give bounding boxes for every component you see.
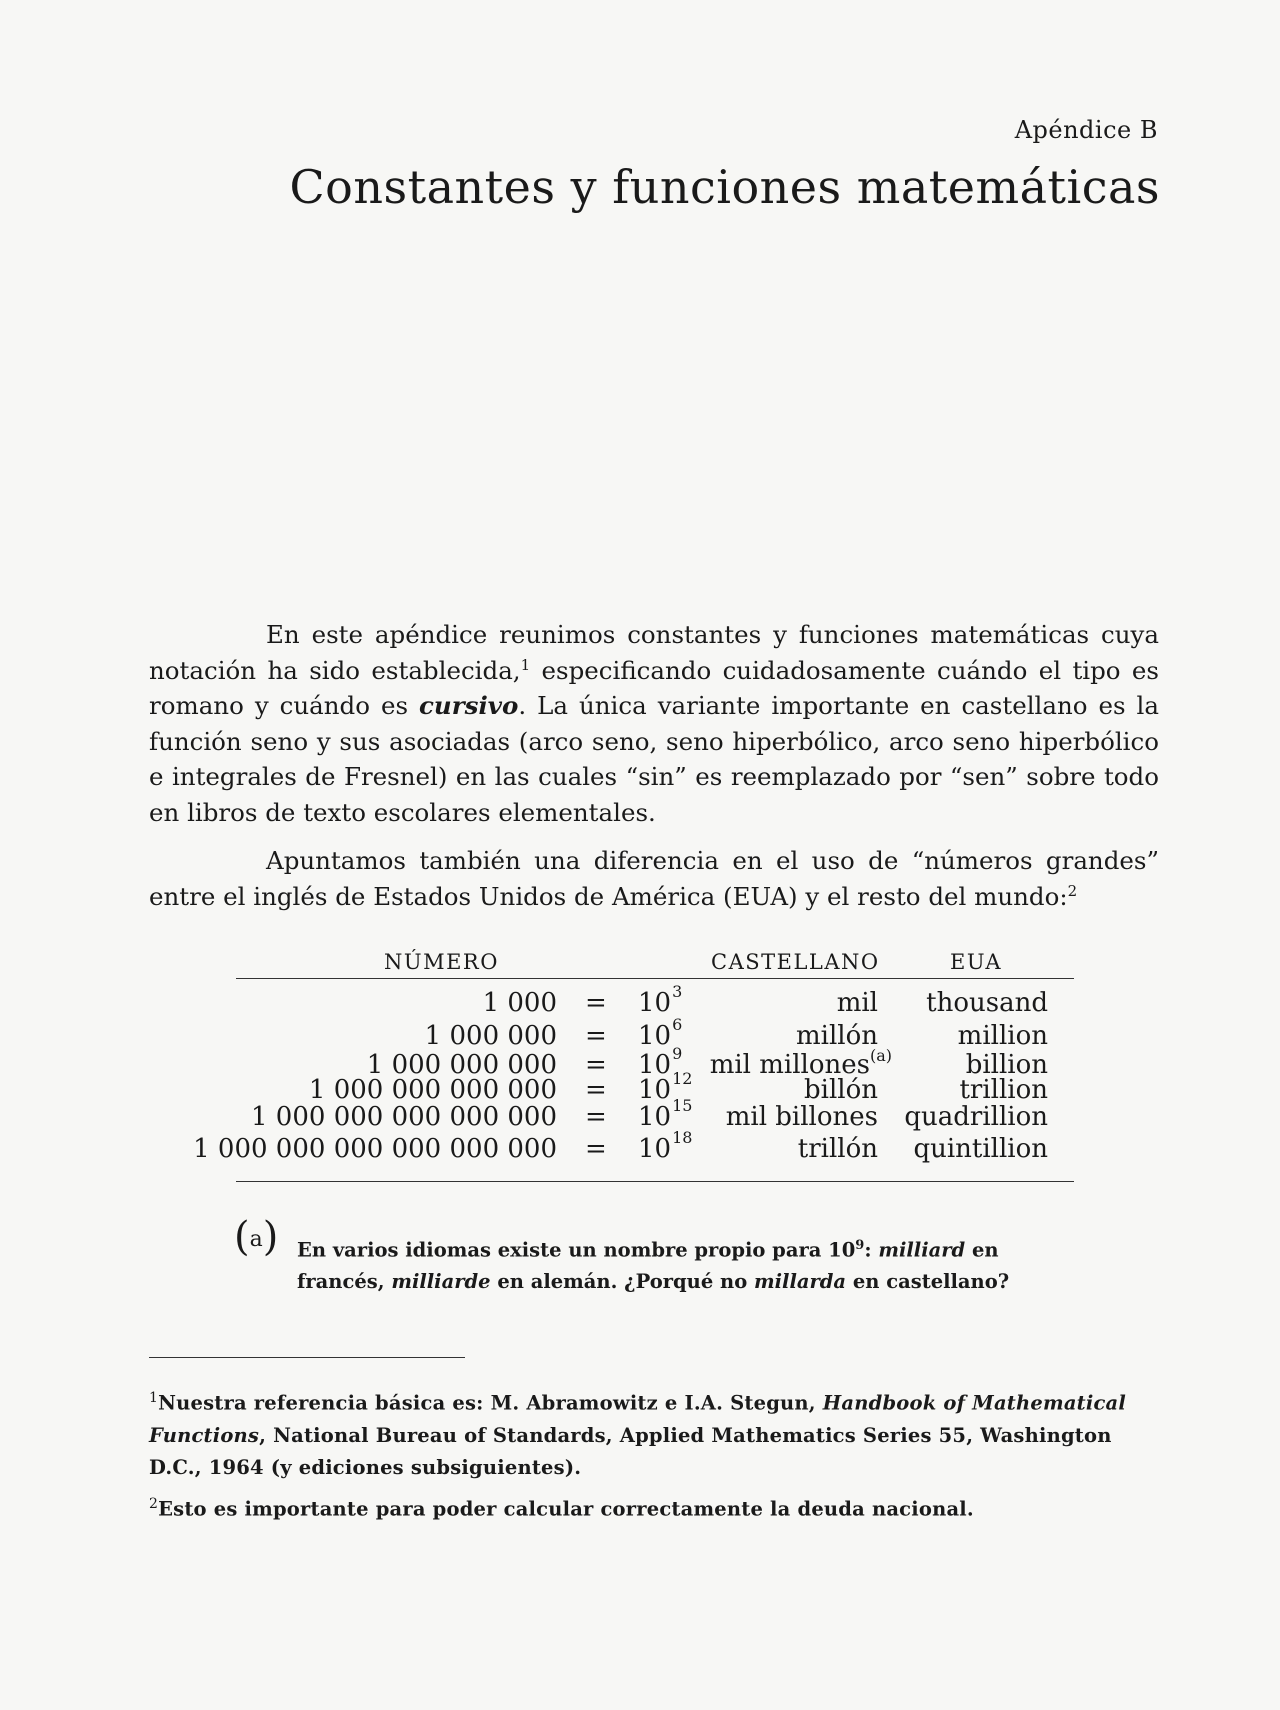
note-marker-letter: a: [249, 1227, 263, 1252]
eua-cell: thousand: [926, 988, 1048, 1018]
number-cell: 1 000 000 000 000 000: [251, 1102, 557, 1132]
castellano-name: mil: [836, 988, 878, 1018]
footnote-text: Esto es importante para poder calcular correctamente la deuda nacional.: [158, 1497, 974, 1521]
note-text: En varios idiomas existe un nombre propio para: [297, 1238, 829, 1262]
footnote-rule: [149, 1357, 465, 1358]
note-word-milliard: milliard: [878, 1238, 966, 1262]
table-row: [0, 1015, 1280, 1051]
power-base: 10: [638, 1050, 672, 1080]
table-row: [0, 982, 1280, 1018]
footnote-number: 2: [149, 1496, 159, 1512]
castellano-cell: [837, 988, 878, 1018]
castellano-name: billón: [804, 1075, 878, 1105]
castellano-name: mil billones: [725, 1102, 878, 1132]
table-row: [0, 1096, 1280, 1132]
footnote-2: [149, 1488, 1159, 1526]
power-base: 10: [638, 1021, 672, 1051]
intro-paragraph: [149, 617, 1159, 830]
power-exponent: 12: [672, 1069, 693, 1088]
eua-cell: quadrillion: [904, 1102, 1048, 1132]
note-text: en alemán. ¿Porqué no: [490, 1269, 754, 1293]
eua-cell: million: [957, 1021, 1048, 1051]
castellano-name: trillón: [797, 1134, 878, 1164]
note-power-base: 10: [828, 1238, 856, 1262]
footnote-ref-2[interactable]: 2: [1067, 881, 1078, 900]
table-row: [0, 1128, 1280, 1164]
note-word-millarda: millarda: [754, 1269, 847, 1293]
note-text: :: [864, 1238, 879, 1262]
note-text: en castellano?: [846, 1269, 1010, 1293]
note-power-exponent: 9: [855, 1238, 865, 1253]
power-exponent: 3: [672, 982, 683, 1001]
note-word-milliarde: milliarde: [391, 1269, 491, 1293]
power-cell: [638, 1128, 693, 1164]
castellano-cell: [796, 1021, 878, 1051]
appendix-label: Apéndice B: [1014, 116, 1158, 144]
equals-sign: =: [585, 1021, 607, 1051]
power-base: 10: [638, 1102, 672, 1132]
intro-text-3: . La única variante importante en castellano es la función seno y sus asociadas (arco seno, seno hiperbólico, arco seno hiperbólico e integrales de Fresnel) en las cuales “sin” es reemplazado por “sen” sobre todo en libros de texto escolares elementales.: [149, 691, 1159, 827]
table-note-marker: (a): [234, 1214, 279, 1260]
numbers-paragraph: [149, 843, 1159, 914]
table-note: [297, 1230, 1077, 1297]
number-cell: 1 000 000: [424, 1021, 557, 1051]
note-text: en francés,: [297, 1238, 999, 1293]
eua-cell: trillion: [959, 1075, 1048, 1105]
footnote-text: Nuestra referencia básica es: M. Abramowitz e I.A. Stegun,: [158, 1391, 823, 1415]
footnote-number: 1: [149, 1390, 159, 1406]
eua-cell: billion: [965, 1050, 1048, 1080]
power-cell: [638, 982, 683, 1018]
numbers-text: Apuntamos también una diferencia en el uso de “números grandes” entre el inglés de Estados Unidos de América (EUA) y el resto del mundo:: [149, 846, 1159, 911]
castellano-name: mil millones: [709, 1050, 870, 1080]
intro-text-1: En este apéndice reunimos constantes y funciones matemáticas cuya notación ha sido establecida,: [149, 620, 1159, 685]
eua-cell: quintillion: [913, 1134, 1048, 1164]
equals-sign: =: [585, 1075, 607, 1105]
equals-sign: =: [585, 988, 607, 1018]
table-note-ref[interactable]: (a): [869, 1046, 892, 1065]
castellano-cell: [804, 1075, 878, 1105]
footnote-1: [149, 1382, 1159, 1484]
chapter-title: Constantes y funciones matemáticas: [289, 160, 1160, 214]
number-cell: 1 000: [482, 988, 557, 1018]
equals-sign: =: [585, 1102, 607, 1132]
equals-sign: =: [585, 1134, 607, 1164]
number-cell: 1 000 000 000 000 000 000: [193, 1134, 557, 1164]
table-top-rule: [236, 978, 1074, 979]
power-base: 10: [638, 988, 672, 1018]
column-header-castellano: CASTELLANO: [711, 950, 880, 974]
cursive-word: cursivo: [419, 691, 519, 720]
power-exponent: 18: [672, 1128, 693, 1147]
table-row: [0, 1069, 1280, 1105]
equals-sign: =: [585, 1050, 607, 1080]
castellano-name: millón: [796, 1021, 878, 1051]
number-cell: 1 000 000 000: [366, 1050, 557, 1080]
column-header-eua: EUA: [950, 950, 1003, 974]
power-base: 10: [638, 1075, 672, 1105]
intro-text-2: especificando cuidadosamente cuándo el tipo es romano y cuándo es: [149, 655, 1159, 720]
castellano-cell: [726, 1102, 878, 1132]
power-base: 10: [638, 1134, 672, 1164]
footnote-ref-1[interactable]: 1: [520, 655, 531, 674]
column-header-numero: NÚMERO: [384, 950, 499, 974]
number-cell: 1 000 000 000 000: [308, 1075, 557, 1105]
power-exponent: 9: [672, 1044, 683, 1063]
footnote-book-title: Handbook of Mathematical Functions: [149, 1391, 1126, 1447]
table-bottom-rule: [236, 1181, 1074, 1182]
castellano-cell: [798, 1134, 878, 1164]
power-exponent: 15: [672, 1096, 693, 1115]
power-exponent: 6: [672, 1015, 683, 1034]
footnote-text: , National Bureau of Standards, Applied Mathematics Series 55, Washington D.C., 1964 (y ediciones subsiguientes).: [149, 1423, 1112, 1479]
